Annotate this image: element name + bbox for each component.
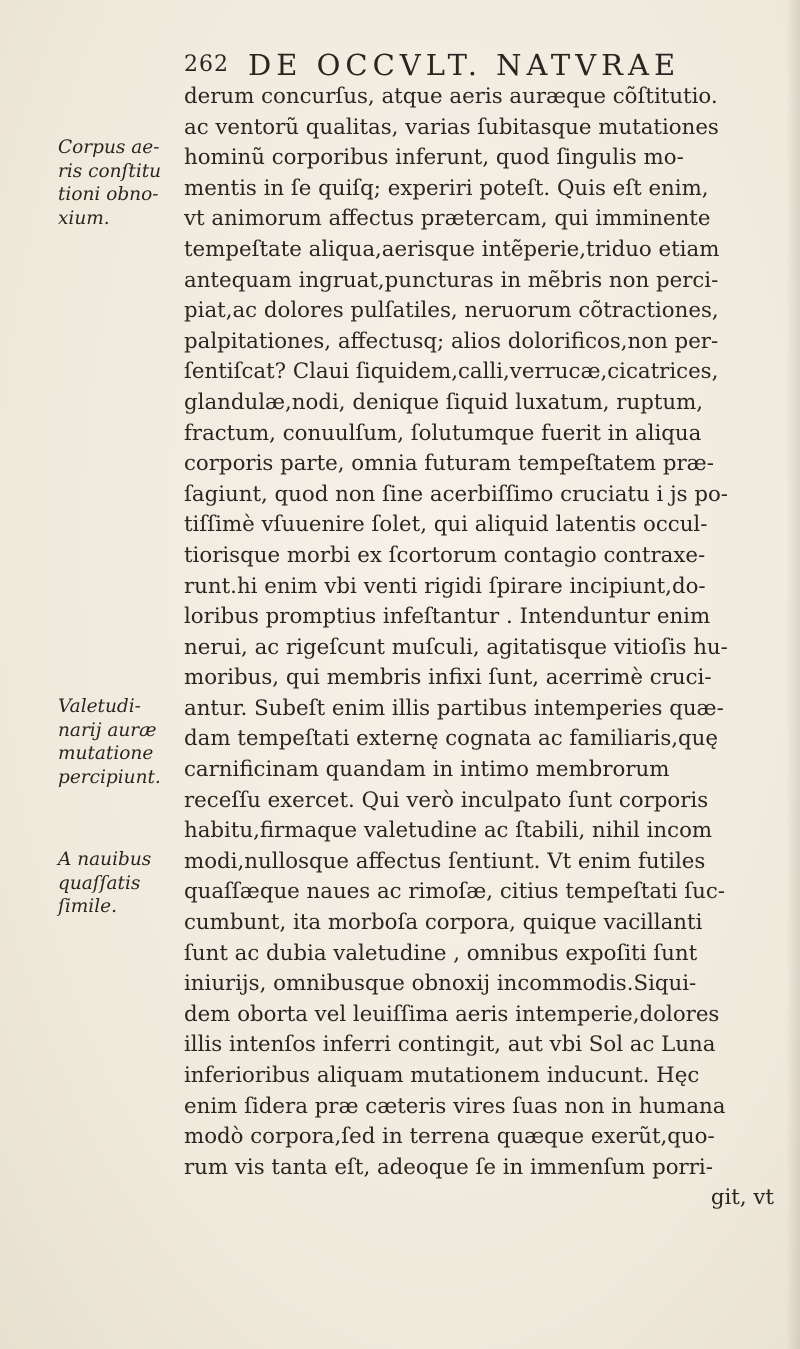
page-edge-shadow: [786, 0, 800, 1349]
text-line: antur. Subeſt enim illis partibus intemperies quæ-: [184, 695, 724, 721]
margin-note-line: quaſſatis: [58, 872, 141, 894]
text-line: carnificinam quandam in intimo membrorum: [184, 757, 670, 783]
text-line: loribus promptius infeſtantur . Intenduntur enim: [184, 604, 711, 630]
text-line: runt.hi enim vbi venti rigidi ſpirare incipiunt,do-: [184, 573, 706, 599]
text-line: antequam ingruat,puncturas in mẽbris non perci-: [184, 267, 719, 293]
text-line: vt animorum affectus prætercam, qui imminente: [184, 206, 711, 232]
margin-note-line: A nauibus: [58, 849, 152, 870]
text-line: rum vis tanta eſt, adeoque ſe in immenſum porri-: [184, 1154, 713, 1180]
margin-note-line: ſimile.: [58, 896, 117, 917]
page-number: 262: [184, 52, 229, 77]
text-line: tempeſtate aliqua,aerisque intẽperie,triduo etiam: [184, 236, 720, 262]
text-line: piat,ac dolores pulſatiles, neruorum cõtractiones,: [184, 298, 719, 324]
text-line: ac ventorũ qualitas, varias ſubitasque mutationes: [184, 114, 719, 140]
margin-note-line: Valetudi-: [58, 696, 141, 717]
text-line: cumbunt, ita morboſa corpora, quique vacillanti: [184, 910, 703, 936]
margin-note-line: percipiunt.: [58, 766, 161, 788]
text-line: iniurijs, omnibusque obnoxij incommodis.Siqui-: [184, 971, 697, 997]
text-line: mentis in ſe quiſq; experiri poteſt. Quis eſt enim,: [184, 175, 709, 201]
margin-note-line: ris conſtitu: [58, 160, 162, 182]
margin-note-line: Corpus ae-: [58, 137, 160, 158]
text-line: enim ſidera præ cæteris vires ſuas non in humana: [184, 1093, 726, 1119]
margin-note-a-nauibus: [58, 848, 186, 919]
text-line: glandulæ,nodi, denique ſiquid luxatum, ruptum,: [184, 389, 704, 415]
margin-note-corpus-aeris: [58, 136, 186, 230]
body-text: [184, 82, 790, 1214]
text-line: quaſſæque naues ac rimoſæ, citius tempeſtati ſuc-: [184, 879, 725, 905]
text-line: receſſu exercet. Qui verò inculpato ſunt corporis: [184, 787, 709, 813]
margin-note-line: xium.: [58, 207, 110, 229]
text-line: illis intenſos inferri contingit, aut vbi Sol ac Luna: [184, 1032, 716, 1058]
text-line: fractum, conuulſum, ſolutumque fuerit in aliqua: [184, 420, 702, 446]
text-line: habitu,firmaque valetudine ac ſtabili, nihil incom: [184, 818, 713, 844]
text-line: dem oborta vel leuiſſima aeris intemperie,dolores: [184, 1001, 720, 1027]
text-line: palpitationes, affectusq; alios dolorificos,non per-: [184, 328, 719, 354]
text-line: derum concurſus, atque aeris auræque cõſtitutio.: [184, 84, 718, 109]
margin-note-line: mutatione: [58, 743, 154, 764]
text-line: dam tempeſtati externę cognata ac familiaris,quę: [184, 726, 718, 752]
text-line: moribus, qui membris infixi ſunt, acerrimè cruci-: [184, 665, 712, 691]
margin-note-valetudinarij: [58, 695, 186, 789]
text-line: corporis parte, omnia futuram tempeſtatem præ-: [184, 451, 714, 477]
text-line: ſagiunt, quod non ſine acerbiſſimo cruciatu i js po-: [184, 481, 728, 507]
margin-note-line: tioni obno-: [58, 184, 159, 205]
margin-note-line: narij auræ: [58, 719, 157, 741]
text-line: inferioribus aliquam mutationem inducunt. Hęc: [184, 1063, 700, 1088]
text-line: tiſſimè vſuuenire ſolet, qui aliquid latentis occul-: [184, 512, 708, 538]
text-line: modi,nullosque affectus ſentiunt. Vt enim futiles: [184, 848, 706, 874]
text-line: hominũ corporibus inferunt, quod ſingulis mo-: [184, 145, 684, 171]
text-line: modò corpora,ſed in terrena quæque exerũt,quo-: [184, 1124, 715, 1150]
running-head: DE OCCVLT. NATVRAE: [248, 48, 681, 82]
text-line: nerui, ac rigeſcunt muſculi, agitatisque vitioſis hu-: [184, 634, 728, 660]
text-line: ſunt ac dubia valetudine , omnibus expoſiti ſunt: [184, 940, 698, 966]
text-line: ſentiſcat? Claui ſiquidem,calli,verrucæ,cicatrices,: [184, 359, 719, 385]
text-line: git, vt: [710, 1185, 774, 1211]
text-line: tiorisque morbi ex ſcortorum contagio contraxe-: [184, 542, 706, 568]
